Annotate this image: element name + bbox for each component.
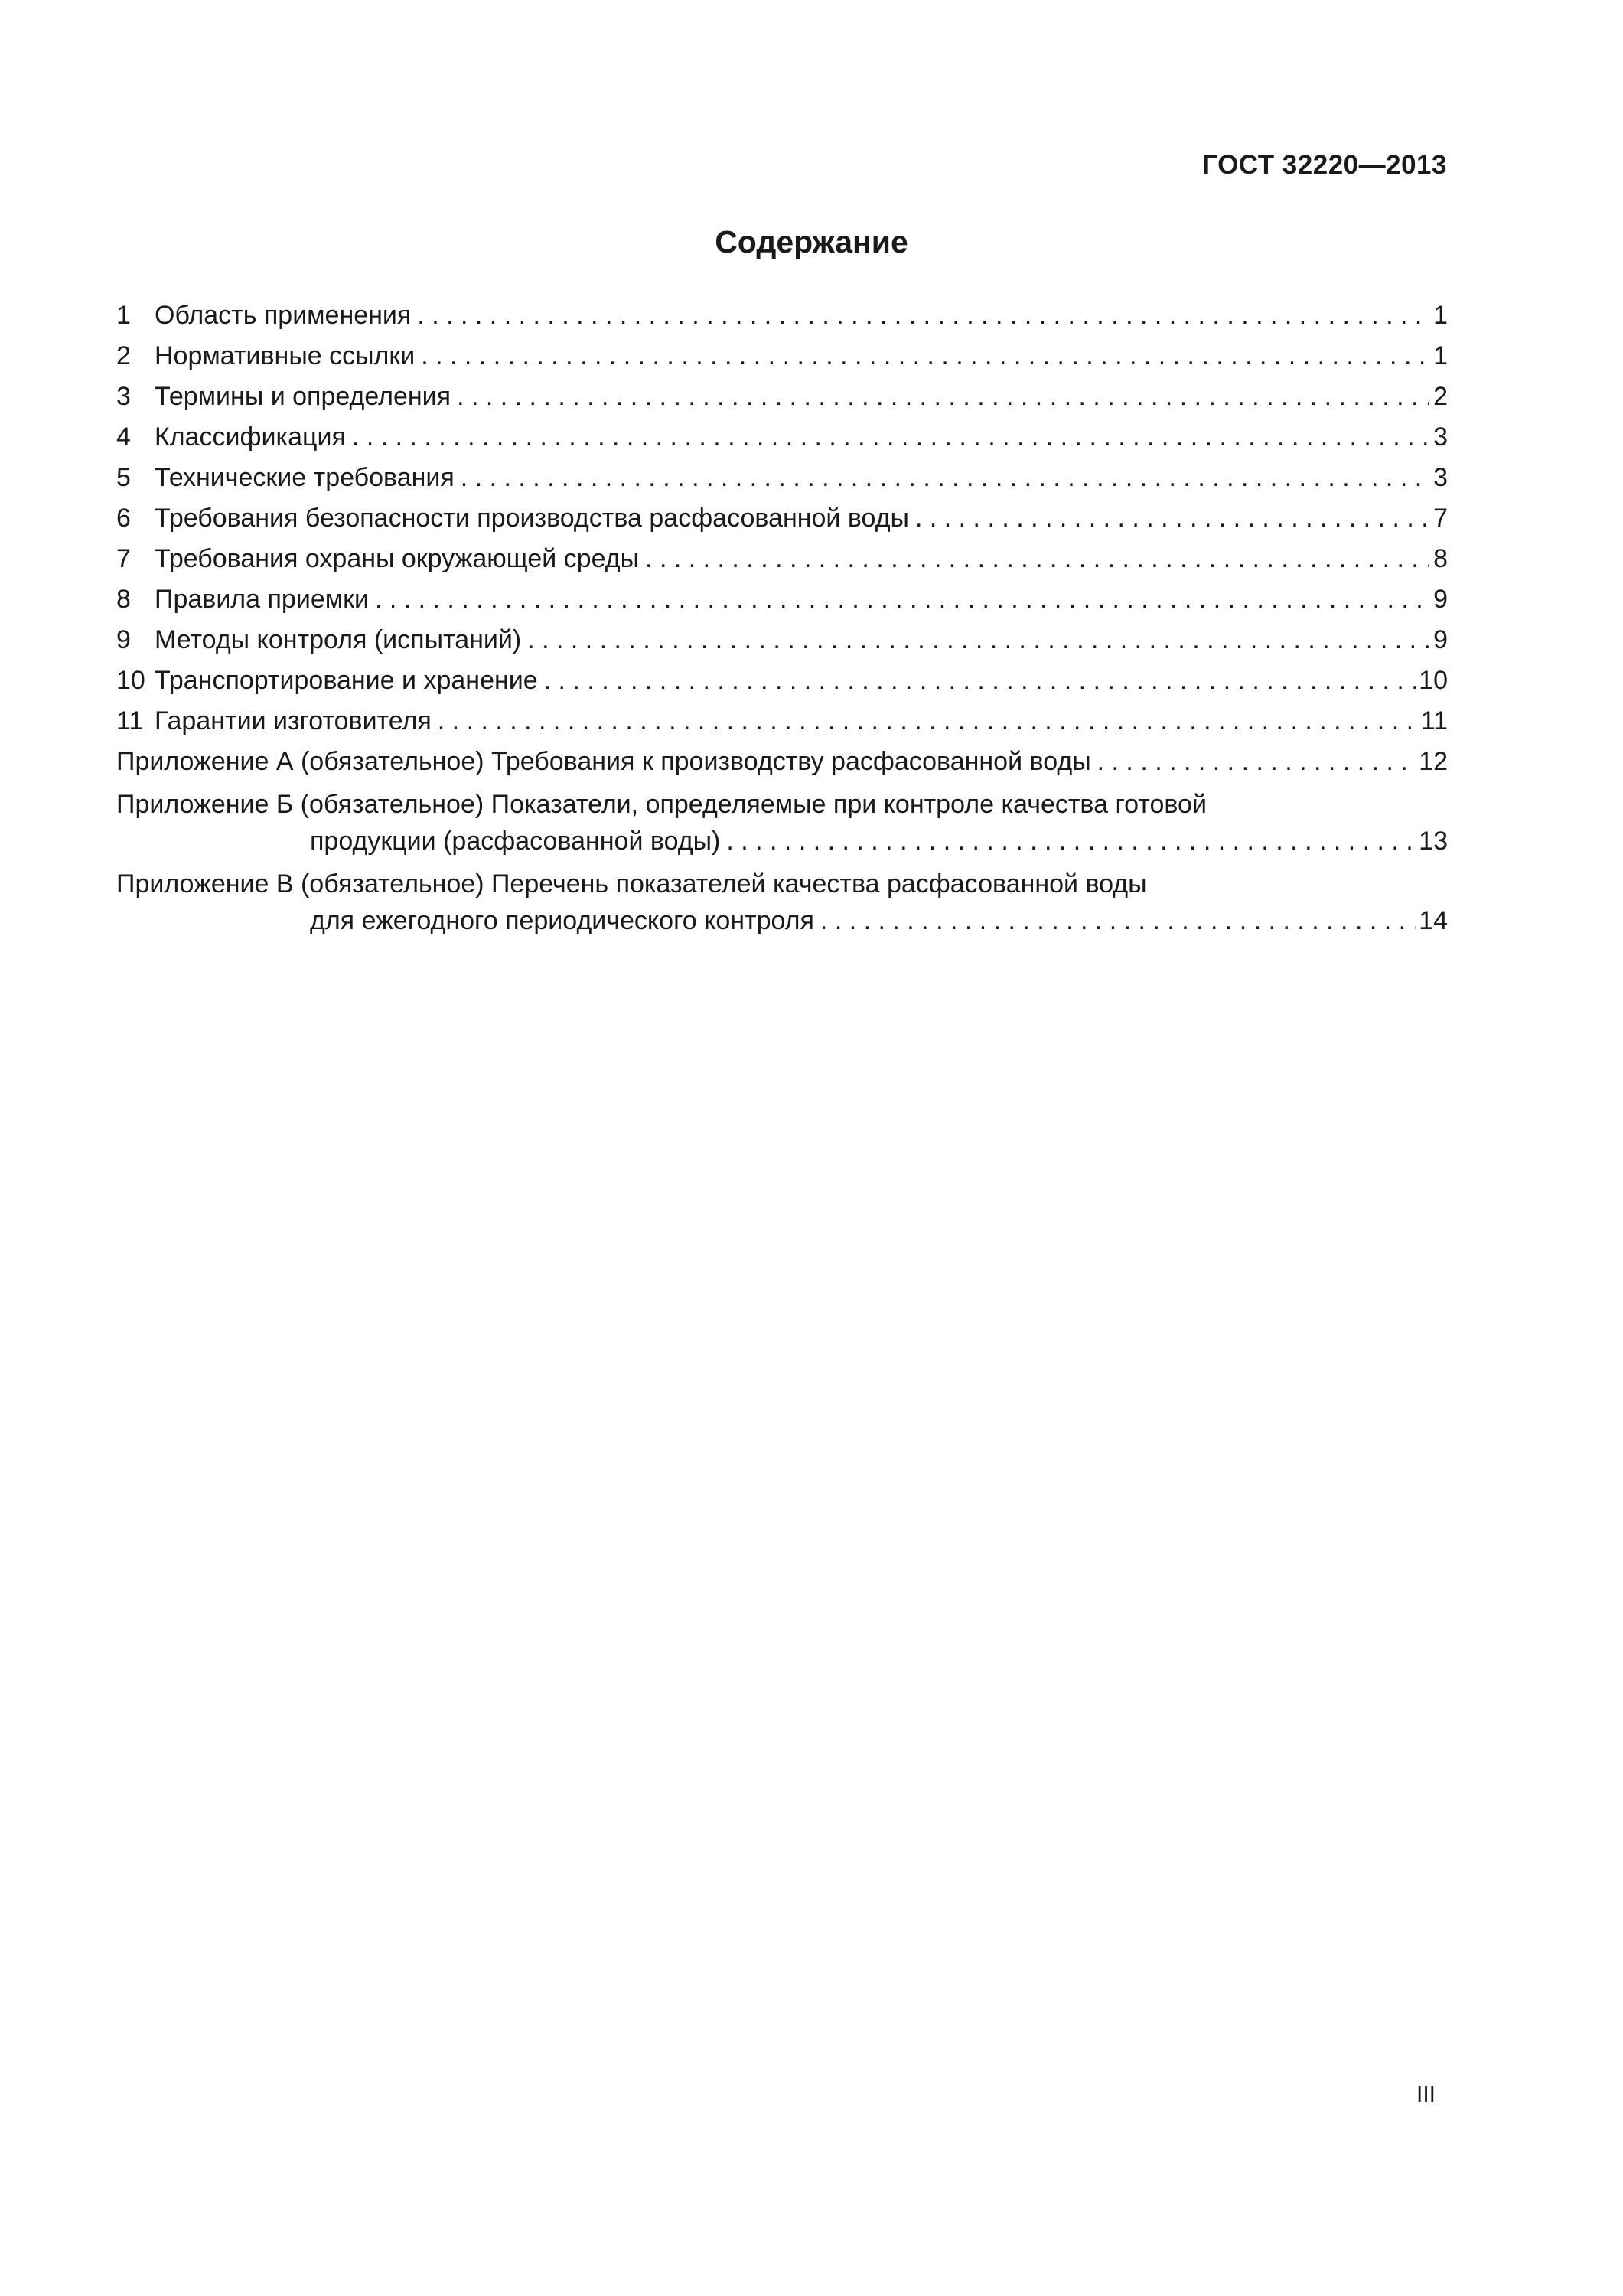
toc-entry-page: 10 (1419, 666, 1448, 695)
toc-entry-2[interactable] (116, 342, 1448, 370)
toc-entry-number: 7 (116, 544, 131, 573)
toc-entry-page: 12 (1419, 747, 1448, 776)
toc-leader (438, 707, 1418, 735)
toc-appendix-label-cont: для ежегодного периодического контроля (310, 906, 814, 935)
toc-entry-label: Нормативные ссылки (155, 341, 416, 370)
toc-entry-label: Технические требования (155, 463, 455, 492)
page-title: Содержание (715, 224, 908, 259)
toc-entry-8[interactable] (116, 585, 1448, 613)
toc-entry-page: 9 (1433, 585, 1448, 614)
toc-entry-number: 6 (116, 504, 131, 533)
toc-leader (417, 302, 1429, 329)
toc-entry-3[interactable] (116, 383, 1448, 410)
toc-entry-page: 7 (1433, 504, 1448, 533)
table-of-contents (116, 302, 1448, 950)
toc-leader (375, 585, 1429, 613)
toc-entry-label: Требования охраны окружающей среды (155, 544, 640, 573)
toc-entry-label: Классификация (155, 422, 346, 452)
toc-appendix-v[interactable] (116, 870, 1448, 934)
toc-leader (1097, 748, 1416, 775)
toc-entry-number: 8 (116, 585, 131, 614)
toc-entry-number: 5 (116, 463, 131, 492)
toc-entry-7[interactable] (116, 545, 1448, 572)
page-number: III (1416, 2082, 1436, 2107)
toc-appendix-label: Приложение Б (обязательное) Показатели, определяемые при контроле качества готовой (116, 790, 1207, 819)
toc-entry-number: 9 (116, 625, 131, 654)
toc-entry-5[interactable] (116, 464, 1448, 491)
toc-leader (726, 827, 1416, 855)
toc-leader (820, 907, 1416, 934)
toc-entry-label: Правила приемки (155, 585, 369, 614)
toc-entry-page: 3 (1433, 463, 1448, 492)
toc-leader (527, 626, 1429, 654)
toc-entry-label: Термины и определения (155, 382, 451, 411)
toc-entry-label: Требования безопасности производства расфасованной воды (155, 504, 909, 533)
toc-entry-label: Гарантии изготовителя (155, 706, 432, 735)
toc-entry-number: 2 (116, 341, 131, 370)
toc-appendix-label-cont: продукции (расфасованной воды) (310, 827, 721, 856)
toc-appendix-b[interactable] (116, 791, 1448, 855)
toc-leader (421, 342, 1429, 370)
toc-entry-page: 8 (1433, 544, 1448, 573)
toc-entry-page: 9 (1433, 625, 1448, 654)
toc-entry-page: 2 (1433, 382, 1448, 411)
toc-entry-page: 13 (1419, 827, 1448, 856)
toc-leader (544, 667, 1416, 694)
toc-entry-page: 1 (1433, 341, 1448, 370)
document-id: ГОСТ 32220—2013 (1202, 150, 1447, 180)
toc-entry-label: Методы контроля (испытаний) (155, 625, 522, 654)
toc-entry-4[interactable] (116, 423, 1448, 451)
toc-entry-10[interactable] (116, 667, 1448, 694)
toc-entry-page: 14 (1419, 906, 1448, 935)
toc-leader (461, 464, 1429, 491)
toc-entry-1[interactable] (116, 302, 1448, 329)
toc-leader (915, 504, 1429, 532)
toc-leader (352, 423, 1429, 451)
toc-entry-number: 10 (116, 666, 145, 695)
toc-entry-6[interactable] (116, 504, 1448, 532)
toc-entry-page: 3 (1433, 422, 1448, 452)
toc-leader (457, 383, 1429, 410)
toc-entry-9[interactable] (116, 626, 1448, 654)
toc-entry-label: Транспортирование и хранение (155, 666, 538, 695)
toc-entry-number: 4 (116, 422, 131, 452)
toc-appendix-label: Приложение В (обязательное) Перечень показателей качества расфасованной воды (116, 869, 1147, 899)
toc-entry-page: 1 (1433, 301, 1448, 330)
toc-entry-page: 11 (1420, 706, 1448, 735)
toc-entry-label: Область применения (155, 301, 412, 330)
toc-entry-number: 1 (116, 301, 131, 330)
toc-appendix-label: Приложение А (обязательное) Требования к производству расфасованной воды (116, 747, 1091, 776)
toc-leader (645, 545, 1429, 572)
toc-entry-number: 11 (116, 706, 144, 735)
toc-entry-11[interactable] (116, 707, 1448, 735)
toc-entry-number: 3 (116, 382, 131, 411)
toc-appendix-a[interactable] (116, 748, 1448, 775)
